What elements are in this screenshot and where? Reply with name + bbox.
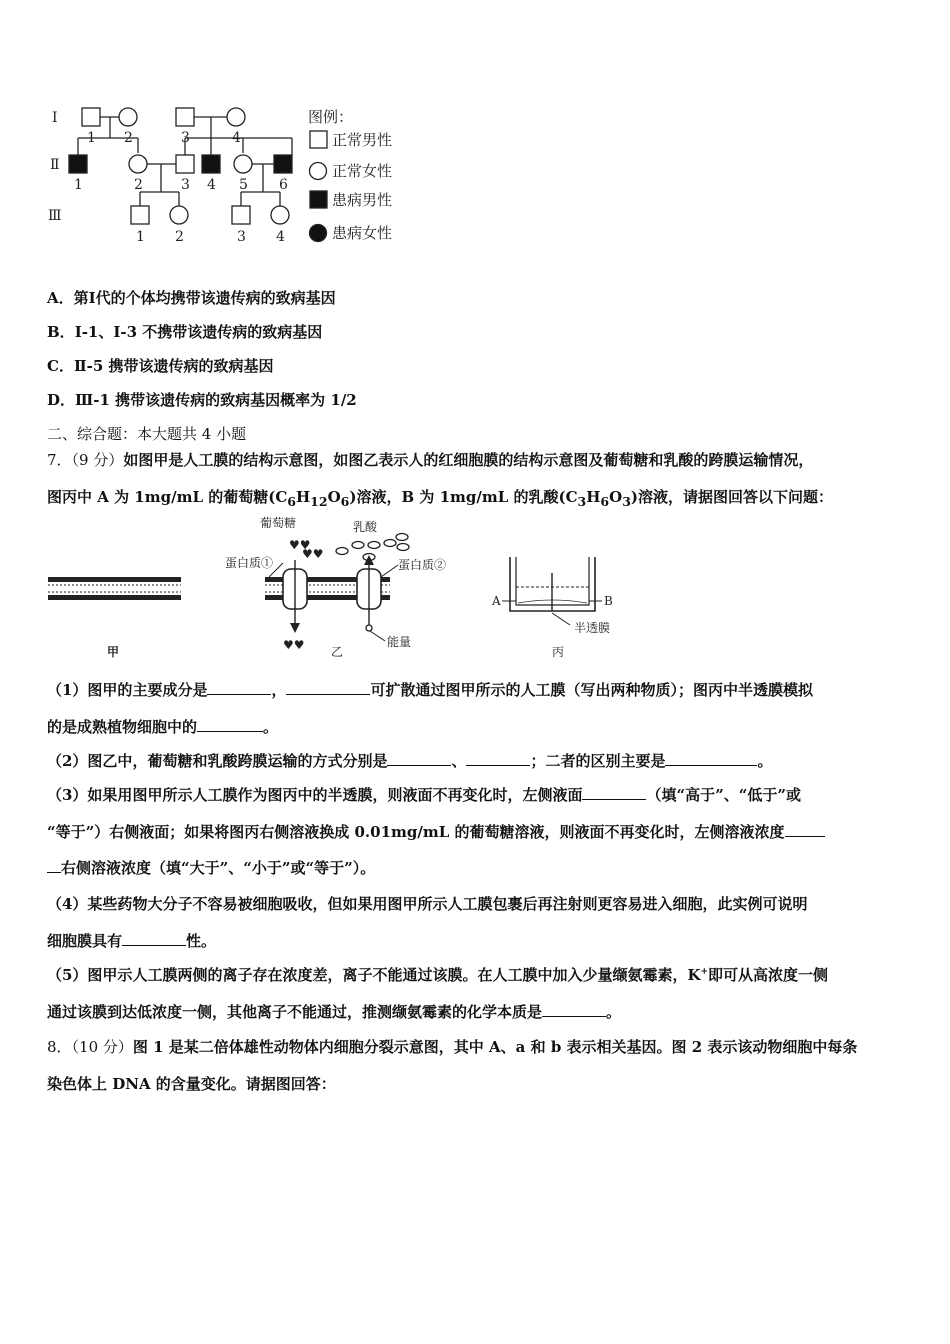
q7-part3-line3 — [47, 857, 375, 878]
figure-label-bing: 丙 — [552, 645, 565, 659]
subscript: 6 — [340, 494, 350, 509]
individual-number: 2 — [175, 229, 184, 245]
individual-number: 1 — [74, 177, 83, 193]
pedigree-iii1-normal-male — [131, 206, 149, 224]
option-letter: B． — [47, 323, 75, 341]
energy-label: 能量 — [387, 635, 412, 649]
answer-blank[interactable] — [387, 751, 451, 766]
lactic-acid-ovals-icon — [336, 534, 409, 561]
glucose-hearts-icon: ♥♥ — [283, 638, 305, 652]
pedigree-iii2-normal-female — [170, 206, 188, 224]
pedigree-ii2-normal-female — [129, 155, 147, 173]
option-letter: A． — [47, 289, 74, 307]
pedigree-i4-normal-female — [227, 108, 245, 126]
individual-number: 1 — [136, 229, 145, 245]
glucose-hearts-icon: ♥♥ — [289, 538, 311, 552]
part-text: 右侧溶液浓度（填“大于”、“小于”或“等于”）。 — [61, 859, 376, 877]
answer-blank[interactable] — [207, 680, 271, 695]
question-stem: 如图甲是人工膜的结构示意图，如图乙表示人的红细胞膜的结构示意图及葡萄糖和乳酸的跨膜运输情况， — [123, 451, 814, 469]
individual-number: 4 — [232, 130, 241, 146]
pedigree-i3-normal-male — [176, 108, 194, 126]
option-letter: D． — [47, 391, 76, 409]
individual-number: 1 — [87, 130, 96, 146]
answer-blank[interactable] — [665, 751, 757, 766]
stem-text: 图丙中 A 为 1mg/mL 的葡萄糖(C — [47, 488, 288, 506]
pedigree-i2-normal-female — [119, 108, 137, 126]
pedigree-ii4-affected-male — [202, 155, 220, 173]
answer-blank[interactable] — [47, 858, 61, 873]
subscript: 6 — [600, 494, 610, 509]
q7-part3-line2 — [47, 821, 825, 842]
legend-normal-female-icon — [310, 163, 327, 180]
glucose-label: 葡萄糖 — [260, 516, 297, 530]
stem-text: H — [295, 488, 311, 506]
pedigree-ii3-normal-male — [176, 155, 194, 173]
part-text: “等于”）右侧液面；如果将图丙右侧溶液换成 0.01mg/mL 的葡萄糖溶液，则液面不再变化时，左侧溶液浓度 — [47, 823, 785, 841]
arrow-down-icon — [290, 623, 300, 633]
part-text: （1）图甲的主要成分是 — [47, 681, 208, 699]
individual-number: 2 — [134, 177, 143, 193]
side-a-label: A — [492, 594, 501, 608]
individual-number: 4 — [276, 229, 285, 245]
pedigree-iii4-normal-female — [271, 206, 289, 224]
part-text: 即可从高浓度一侧 — [708, 966, 829, 984]
q8-stem-line1 — [47, 1036, 857, 1057]
individual-number: 5 — [239, 177, 248, 193]
answer-blank[interactable] — [542, 1002, 606, 1017]
generation-label: Ⅲ — [48, 208, 62, 224]
q7-part5-line1 — [47, 964, 828, 985]
question-score: （10 分） — [71, 1038, 133, 1056]
protein1-label: 蛋白质① — [225, 556, 274, 570]
individual-number: 4 — [207, 177, 216, 193]
option-letter: C． — [47, 357, 74, 375]
question-stem: 图 1 是某二倍体雄性动物体内细胞分裂示意图，其中 A、a 和 b 表示相关基因。图 2 表示该动物细胞中每条 — [132, 1038, 858, 1056]
q7-part4-line2 — [47, 930, 216, 951]
pedigree-ii6-affected-male — [274, 155, 292, 173]
option-text: Ⅲ-1 携带该遗传病的致病基因概率为 1/2 — [75, 391, 357, 409]
option-text: Ⅱ-5 携带该遗传病的致病基因 — [73, 357, 274, 375]
subscript: 3 — [622, 494, 631, 509]
pedigree-iii3-normal-male — [232, 206, 250, 224]
legend-affected-female-icon — [310, 225, 327, 242]
part-text: ；二者的区别主要是 — [530, 752, 666, 770]
option-text: 第Ⅰ代的个体均携带该遗传病的致病基因 — [73, 289, 336, 307]
part-text: （5）图甲示人工膜两侧的离子存在浓度差，离子不能通过该膜。在人工膜中加入少量缬氨霉素，K — [47, 966, 701, 984]
stem-text: H — [586, 488, 601, 506]
generation-label: Ⅰ — [52, 110, 58, 126]
question-number: 8． — [47, 1038, 72, 1056]
artificial-membrane-jia — [48, 577, 181, 600]
protein2-label: 蛋白质② — [398, 558, 447, 572]
option-text: Ⅰ-1、Ⅰ-3 不携带该遗传病的致病基因 — [74, 323, 323, 341]
q8-stem-line2: 染色体上 DNA 的含量变化。请据图回答： — [47, 1075, 336, 1093]
individual-number: 3 — [237, 229, 246, 245]
glucose-hearts-icon: ♥♥ — [302, 547, 324, 561]
part-text: 、 — [451, 752, 467, 770]
answer-blank[interactable] — [466, 751, 530, 766]
q7-stem-line2 — [47, 486, 833, 509]
answer-blank[interactable] — [582, 785, 646, 800]
pedigree-figure — [40, 100, 420, 250]
part-text: （4）某些药物大分子不容易被细胞吸收，但如果用图甲所示人工膜包裹后再注射则更容易进入细胞，此实例可说明 — [47, 895, 808, 913]
q7-stem-line1 — [47, 449, 813, 470]
superscript: + — [700, 967, 709, 977]
question-number: 7． — [47, 451, 72, 469]
part-text: （填“高于”、“低于”或 — [646, 786, 801, 804]
legend-title: 图例： — [308, 108, 354, 126]
subscript: 6 — [287, 494, 296, 509]
membrane-figure — [40, 515, 640, 665]
pedigree-i1-normal-male — [82, 108, 100, 126]
part-text: 性。 — [186, 932, 217, 950]
figure-label-yi: 乙 — [331, 645, 344, 659]
legend-label: 正常女性 — [332, 162, 393, 180]
pedigree-ii5-normal-female — [234, 155, 252, 173]
part-text: （2）图乙中，葡萄糖和乳酸跨膜运输的方式分别是 — [47, 752, 388, 770]
stem-text: )溶液，B 为 1mg/mL 的乳酸(C — [349, 488, 578, 506]
part-text: ， — [271, 681, 287, 699]
section-title: 二、综合题：本大题共 4 小题 — [47, 425, 247, 443]
part-text: 通过该膜到达低浓度一侧，其他离子不能通过，推测缬氨霉素的化学本质是 — [47, 1003, 543, 1021]
q7-part2 — [47, 750, 773, 771]
legend-label: 正常男性 — [332, 131, 393, 149]
part-text: 。 — [263, 718, 279, 736]
u-tube-bing — [502, 557, 602, 625]
individual-number: 2 — [124, 130, 133, 146]
q7-part1-line2 — [47, 716, 278, 737]
part-text: （3）如果用图甲所示人工膜作为图丙中的半透膜，则液面不再变化时，左侧液面 — [47, 786, 583, 804]
answer-blank[interactable] — [286, 680, 370, 695]
answer-blank[interactable] — [197, 717, 263, 732]
legend-affected-male-icon — [310, 191, 327, 208]
pedigree-ii1-affected-male — [69, 155, 87, 173]
individual-number: 3 — [181, 130, 190, 146]
option-a — [47, 287, 336, 308]
answer-blank[interactable] — [785, 822, 825, 837]
individual-number: 3 — [181, 177, 190, 193]
q7-part3-line1 — [47, 784, 801, 805]
part-text: 的是成熟植物细胞中的 — [47, 718, 198, 736]
lactic-acid-label: 乳酸 — [353, 520, 378, 534]
part-text: 可扩散通过图甲所示的人工膜（写出两种物质）；图丙中半透膜模拟 — [370, 681, 813, 699]
legend-normal-male-icon — [310, 131, 327, 148]
part-text: 。 — [757, 752, 773, 770]
generation-label: Ⅱ — [50, 157, 60, 173]
stem-text: O — [609, 488, 623, 506]
q7-part4-line1 — [47, 893, 807, 914]
figure-label-jia: 甲 — [107, 645, 120, 659]
subscript: 3 — [577, 494, 587, 509]
membrane-label: 半透膜 — [574, 621, 611, 635]
stem-text: O — [327, 488, 341, 506]
part-text: 细胞膜具有 — [47, 932, 123, 950]
part-text: 。 — [606, 1003, 622, 1021]
q7-part5-line2 — [47, 1001, 621, 1022]
legend-label: 患病男性 — [332, 191, 393, 209]
individual-number: 6 — [279, 177, 288, 193]
legend-label: 患病女性 — [332, 224, 393, 242]
answer-blank[interactable] — [122, 931, 186, 946]
subscript: 12 — [310, 494, 328, 509]
option-b — [47, 321, 322, 342]
stem-text: )溶液，请据图回答以下问题： — [630, 488, 834, 506]
side-b-label: B — [604, 594, 613, 608]
option-d — [47, 389, 357, 410]
question-score: （9 分） — [71, 451, 124, 469]
q7-part1-line1 — [47, 679, 813, 700]
option-c — [47, 355, 273, 376]
